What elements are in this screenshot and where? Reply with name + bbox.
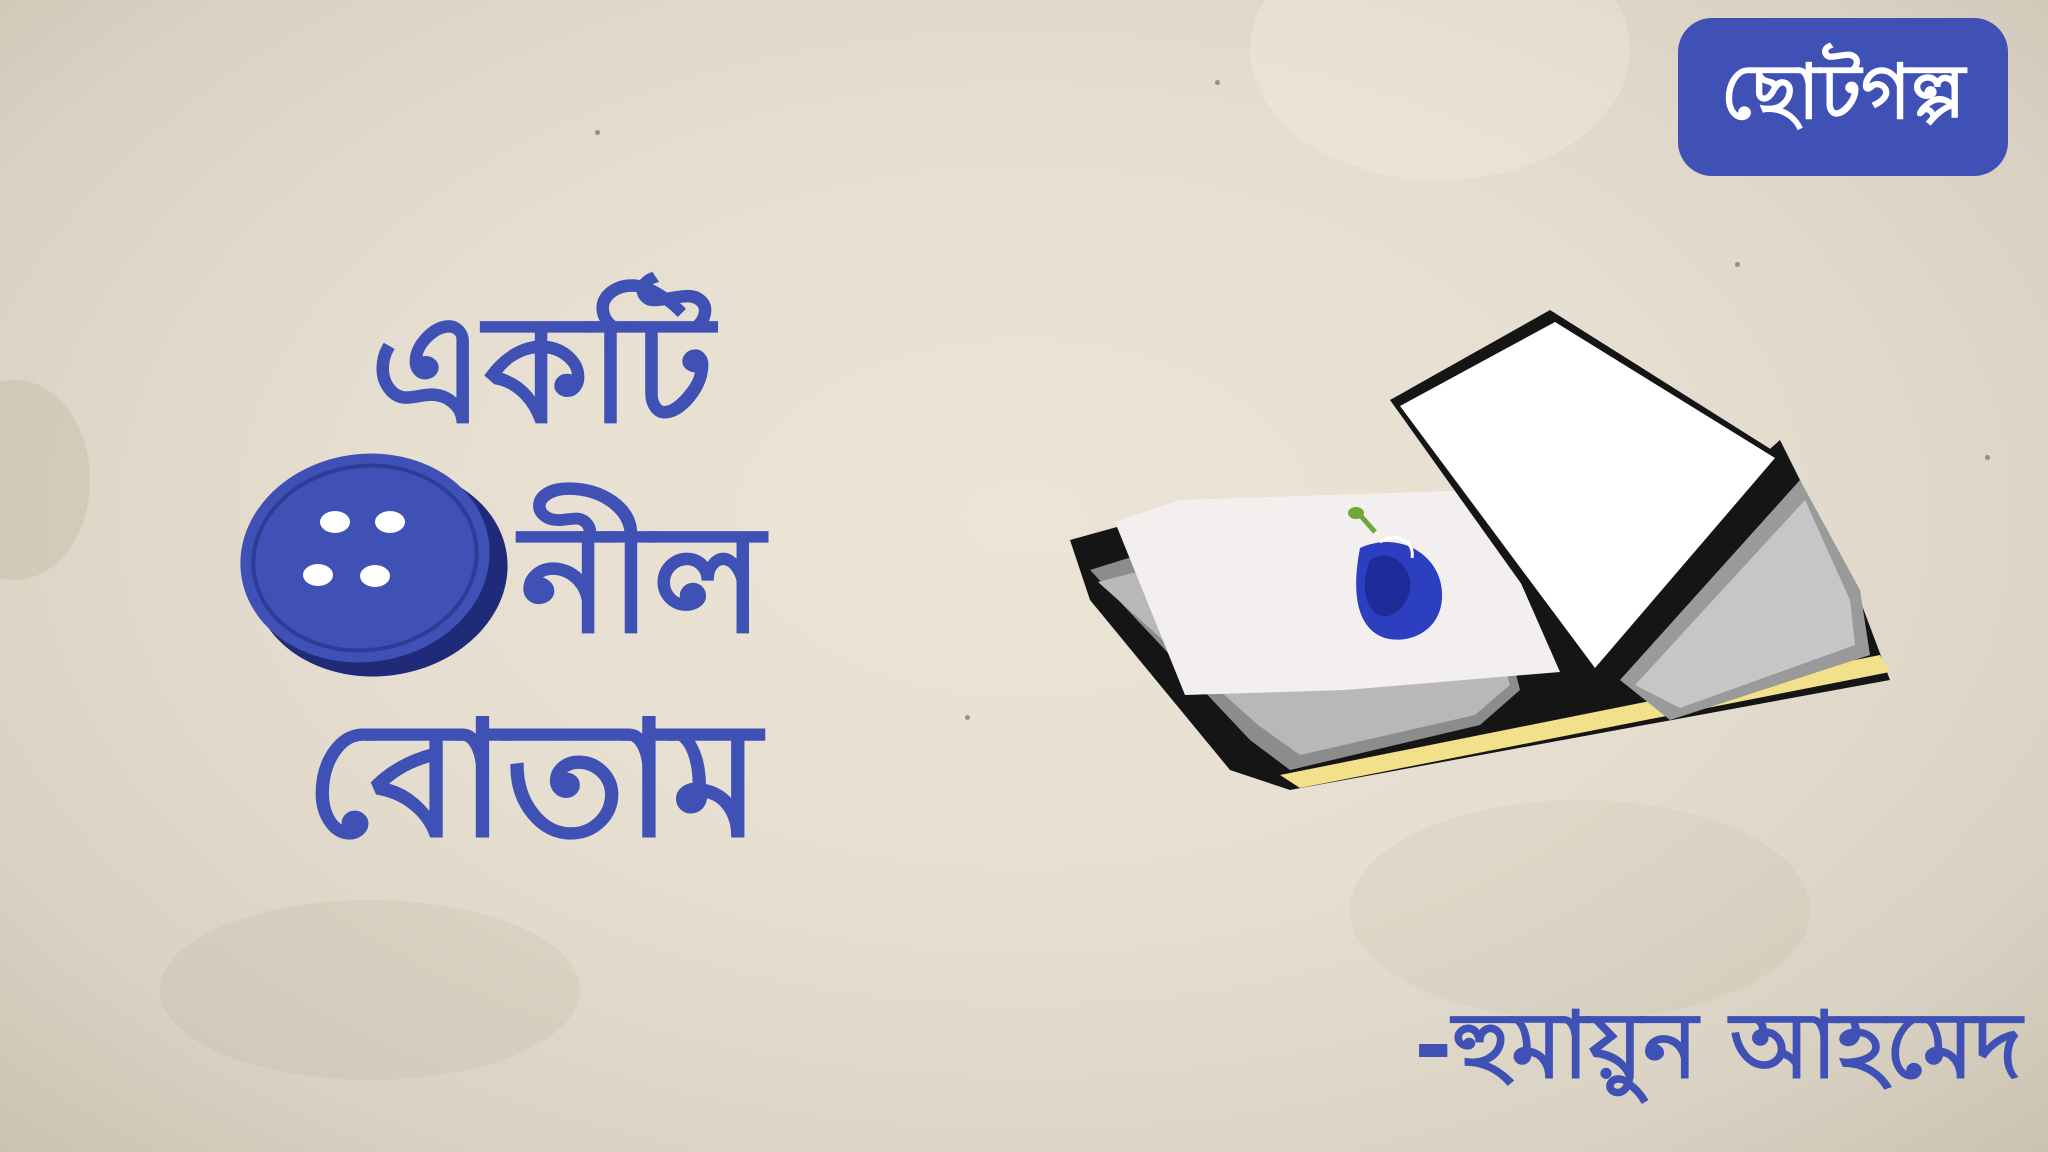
paper-speck	[1735, 262, 1740, 267]
title-line-1: একটি	[370, 283, 714, 457]
paper-stain	[160, 900, 580, 1080]
title-line-2: নীল	[520, 493, 765, 667]
author-byline: -হুমায়ুন আহমেদ	[1414, 992, 2022, 1099]
category-badge-label: ছোটগল্প	[1720, 46, 1966, 136]
paper-speck	[1215, 80, 1220, 85]
paper-stain	[1350, 800, 1810, 1020]
paper-speck	[595, 130, 600, 135]
paper-speck	[1985, 455, 1990, 460]
blue-button-icon	[230, 440, 520, 690]
paper-speck	[965, 715, 970, 720]
paper-stain	[1250, 0, 1630, 180]
category-badge	[1678, 18, 2008, 176]
title-line-3: বোতাম	[305, 686, 761, 873]
paper-stain	[0, 380, 90, 580]
open-book-icon	[1060, 300, 1890, 800]
